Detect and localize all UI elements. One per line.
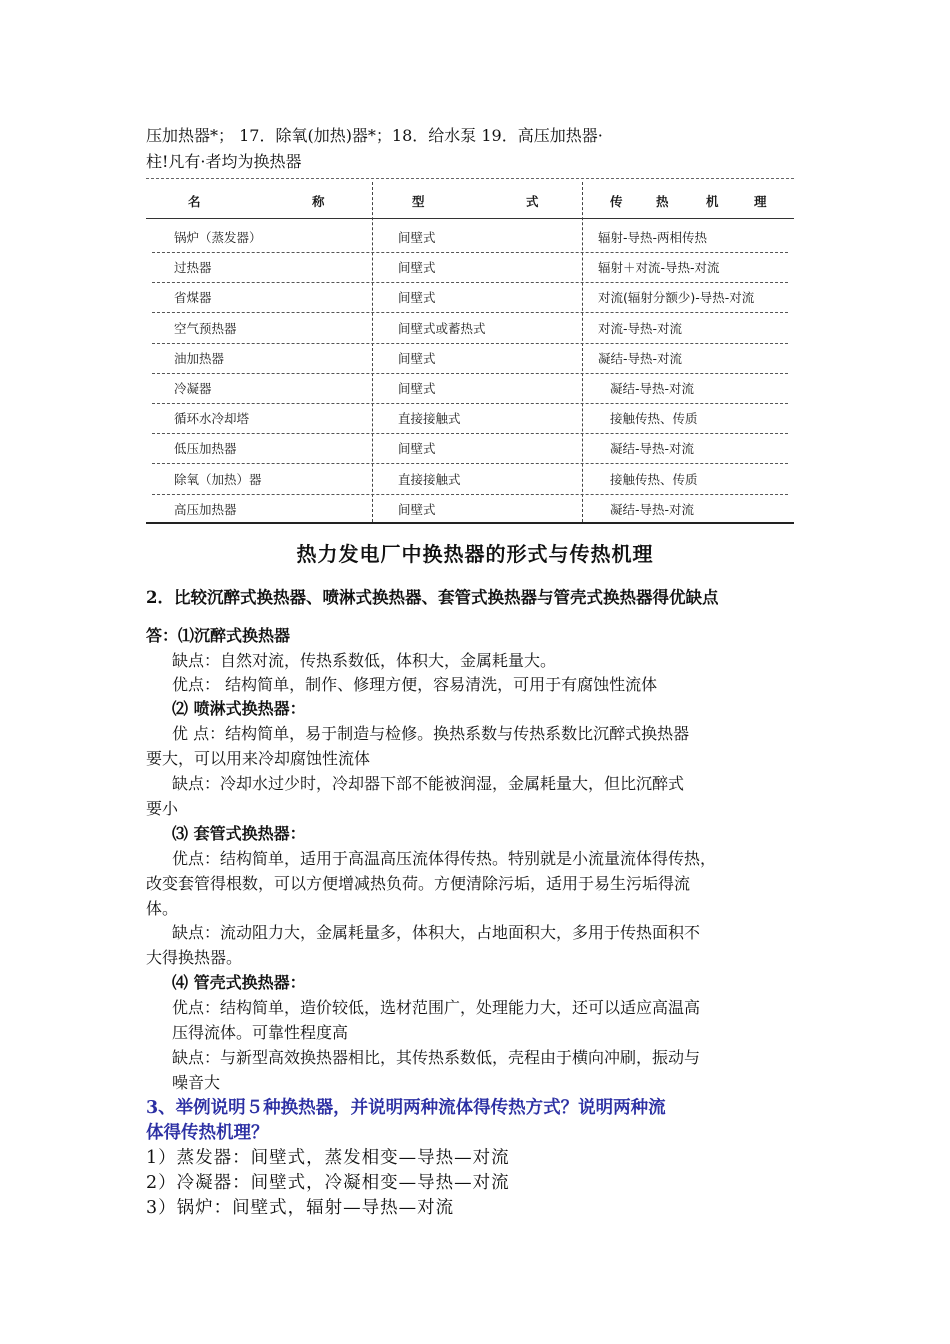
- table-cell-name: 空气预热器: [174, 320, 237, 336]
- table-cell-name: 省煤器: [174, 290, 212, 306]
- table-row-divider: [152, 433, 788, 434]
- header-type-1: 型: [412, 194, 426, 209]
- table-cell-type: 间壁式或蓄热式: [398, 320, 486, 336]
- table-cell-type: 间壁式: [398, 230, 436, 245]
- s2-pros-a: 优 点：结构简单，易于制造与检修。换热系数与传热系数比沉醉式换热器: [172, 724, 690, 743]
- q3-title-b: 体得传热机理？: [146, 1123, 269, 1143]
- table-cell-mech: 凝结-导热-对流: [598, 350, 683, 366]
- table-top-rule: [146, 178, 794, 179]
- table-row-divider: [152, 252, 788, 253]
- header-name-2: 称: [312, 194, 326, 209]
- q3-item-3: 3）锅炉：间壁式，辐射—导热—对流: [146, 1198, 455, 1218]
- table-bottom-rule: [146, 522, 794, 524]
- table-cell-mech: 对流(辐射分额少)-导热-对流: [598, 290, 755, 306]
- q2-title: 2．比较沉醉式换热器、喷淋式换热器、套管式换热器与管壳式换热器得优缺点: [146, 588, 719, 607]
- table-cell-type: 间壁式: [398, 441, 436, 457]
- header-name-1: 名: [188, 194, 202, 209]
- s2-cons-b: 要小: [146, 799, 179, 818]
- col-divider-2: [582, 182, 583, 522]
- table-cell-mech: 对流-导热-对流: [598, 320, 683, 336]
- q3-title-a: 3、举例说明５种换热器，并说明两种流体得传热方式？说明两种流: [146, 1098, 666, 1118]
- s4-cons-b: 噪音大: [172, 1073, 221, 1092]
- table-cell-type: 直接接触式: [398, 411, 461, 427]
- s3-cons-b: 大得换热器。: [146, 948, 243, 967]
- s4-pros-b: 压得流体。可靠性程度高: [172, 1023, 349, 1042]
- q3-item-1: 1）蒸发器：间壁式，蒸发相变—导热—对流: [146, 1148, 510, 1168]
- s2-pros-b: 要大，可以用来冷却腐蚀性流体: [146, 749, 371, 768]
- table-cell-mech: 凝结-导热-对流: [610, 381, 695, 396]
- s2-title: ⑵ 喷淋式换热器：: [172, 699, 306, 718]
- intro-line-2: 柱!凡有·者均为换热器: [146, 152, 302, 171]
- s3-pros-a: 优点：结构简单，适用于高温高压流体得传热。特别就是小流量流体得传热，: [172, 849, 717, 868]
- table-cell-name: 锅炉（蒸发器）: [174, 230, 262, 245]
- s3-title: ⑶ 套管式换热器：: [172, 824, 306, 843]
- header-mech-4: 理: [754, 194, 768, 209]
- header-mech-1: 传: [610, 194, 624, 209]
- table-row-divider: [152, 312, 788, 313]
- table-row-divider: [152, 494, 788, 495]
- table-cell-name: 除氧（加热）器: [174, 471, 262, 487]
- header-mech-3: 机: [706, 194, 720, 209]
- table-caption: 热力发电厂中换热器的形式与传热机理: [296, 542, 654, 566]
- s2-cons-a: 缺点：冷却水过少时，冷却器下部不能被润湿，金属耗量大，但比沉醉式: [172, 774, 685, 793]
- heat-exchanger-table: [146, 176, 794, 526]
- table-cell-mech: 辐射＋对流-导热-对流: [598, 260, 720, 276]
- table-row-divider: [152, 403, 788, 404]
- header-rule: [146, 218, 794, 219]
- table-cell-mech: 辐射-导热-两相传热: [598, 230, 708, 245]
- s1-pros: 优点： 结构简单，制作、修理方便，容易清洗，可用于有腐蚀性流体: [172, 675, 658, 694]
- table-row-divider: [152, 343, 788, 344]
- s4-cons-a: 缺点：与新型高效换热器相比，其传热系数低，壳程由于横向冲刷，振动与: [172, 1048, 701, 1067]
- col-divider-1: [372, 182, 373, 522]
- table-cell-type: 间壁式: [398, 260, 436, 276]
- s3-pros-c: 体。: [146, 899, 179, 918]
- table-cell-name: 冷凝器: [174, 381, 212, 396]
- table-cell-name: 过热器: [174, 260, 212, 276]
- table-cell-mech: 凝结-导热-对流: [610, 441, 695, 457]
- table-cell-name: 高压加热器: [174, 501, 237, 517]
- header-mech-2: 热: [656, 194, 670, 209]
- answer-label: 答：⑴沉醉式换热器: [146, 626, 291, 645]
- table-cell-mech: 凝结-导热-对流: [610, 501, 695, 517]
- table-cell-type: 直接接触式: [398, 471, 461, 487]
- table-row-divider: [152, 463, 788, 464]
- table-cell-mech: 接触传热、传质: [610, 471, 698, 487]
- table-row-divider: [152, 282, 788, 283]
- s4-pros-a: 优点：结构简单，造价较低，选材范围广，处理能力大，还可以适应高温高: [172, 998, 701, 1017]
- s4-title: ⑷ 管壳式换热器：: [172, 973, 306, 992]
- q3-item-2: 2）冷凝器：间壁式，冷凝相变—导热—对流: [146, 1173, 510, 1193]
- s1-cons: 缺点：自然对流，传热系数低，体积大，金属耗量大。: [172, 651, 557, 670]
- table-cell-mech: 接触传热、传质: [610, 411, 698, 427]
- table-cell-name: 循环水冷却塔: [174, 411, 250, 427]
- table-cell-type: 间壁式: [398, 290, 436, 306]
- table-cell-type: 间壁式: [398, 381, 436, 396]
- header-type-2: 式: [526, 194, 540, 209]
- intro-line-1: 压加热器*； 17．除氧(加热)器*；18．给水泵 19．高压加热器·: [146, 126, 603, 145]
- table-cell-name: 油加热器: [174, 350, 225, 366]
- table-cell-type: 间壁式: [398, 501, 436, 517]
- s3-cons-a: 缺点：流动阻力大，金属耗量多，体积大，占地面积大，多用于传热面积不: [172, 923, 701, 942]
- s3-pros-b: 改变套管得根数，可以方便增减热负荷。方便清除污垢，适用于易生污垢得流: [146, 874, 691, 893]
- table-row-divider: [152, 373, 788, 374]
- table-cell-type: 间壁式: [398, 350, 436, 366]
- table-cell-name: 低压加热器: [174, 441, 237, 457]
